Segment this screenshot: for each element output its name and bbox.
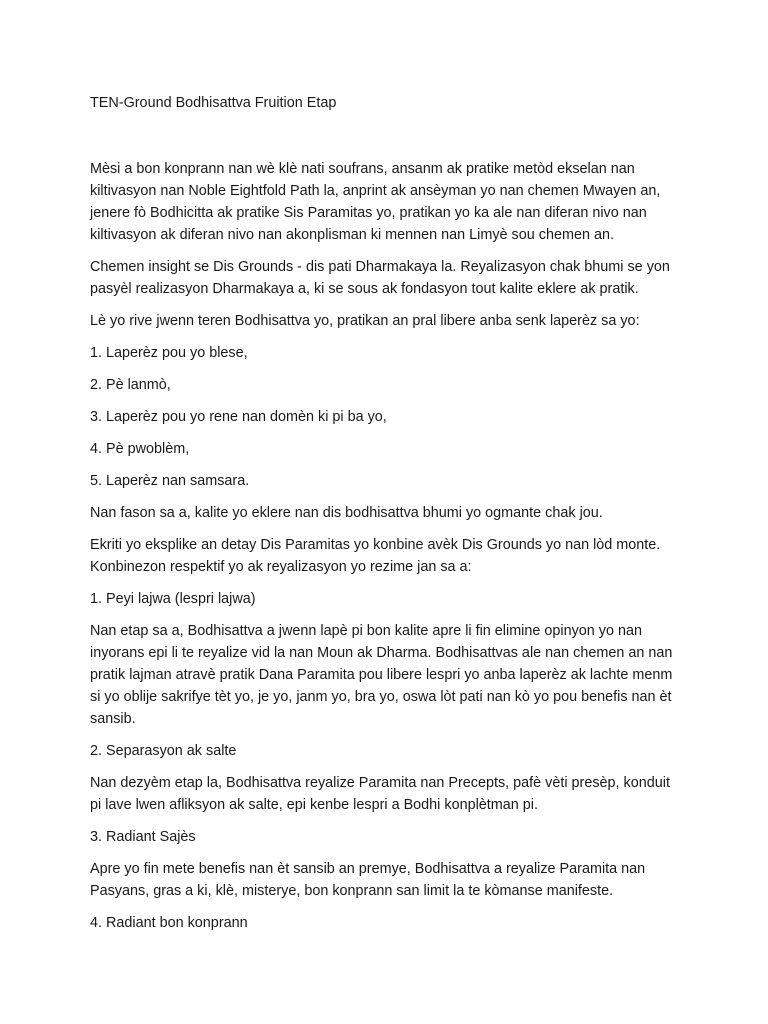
list-item-fear-5: 5. Laperèz nan samsara.	[90, 473, 250, 489]
section-heading-ground-4: 4. Radiant bon konprann	[90, 915, 248, 931]
section-heading-ground-3: 3. Radiant Sajès	[90, 829, 196, 845]
paragraph-intro: Mèsi a bon konprann nan wè klè nati soufrans, ansanm ak pratike metòd ekselan nan kiltivasyon nan Noble Eightfold Path la, anprint ak ansèyman yo nan chemen Mwayen an, jenere fò Bodhicitta ak pratike Sis Paramitas yo, pratikan yo ka ale nan diferan nivo nan kiltivasyon ak diferan nivo nan akonplisman ki mennen nan Limyè sou chemen an.	[90, 161, 661, 243]
list-item-fear-1: 1. Laperèz pou yo blese,	[90, 345, 248, 361]
paragraph-scriptures: Ekriti yo eksplike an detay Dis Paramitas yo konbine avèk Dis Grounds yo nan lòd monte. Konbinezon respektif yo ak reyalizasyon yo rezime jan sa a:	[90, 537, 661, 575]
document-title: TEN-Ground Bodhisattva Fruition Etap	[90, 95, 337, 111]
paragraph-ground-1: Nan etap sa a, Bodhisattva a jwenn lapè pi bon kalite apre li fin elimine opinyon yo nan inyorans epi li te reyalize vid la nan Moun ak Dharma. Bodhisattvas ale nan chemen an nan pratik lajman atravè pratik Dana Paramita pou libere lespri yo anba laperèz ak lachte menm si yo oblije sakrifye tèt yo, je yo, janm yo, bra yo, oswa lòt pati nan kò yo pou benefis nan èt sansib.	[90, 623, 673, 727]
list-item-fear-3: 3. Laperèz pou yo rene nan domèn ki pi ba yo,	[90, 409, 387, 425]
list-item-fear-4: 4. Pè pwoblèm,	[90, 441, 190, 457]
section-heading-ground-1: 1. Peyi lajwa (lespri lajwa)	[90, 591, 256, 607]
section-heading-ground-2: 2. Separasyon ak salte	[90, 743, 237, 759]
paragraph-qualities: Nan fason sa a, kalite yo eklere nan dis bodhisattva bhumi yo ogmante chak jou.	[90, 505, 603, 521]
list-item-fear-2: 2. Pè lanmò,	[90, 377, 171, 393]
document-body	[90, 92, 680, 944]
paragraph-ground-2: Nan dezyèm etap la, Bodhisattva reyalize Paramita nan Precepts, pafè vèti presèp, konduit pi lave lwen afliksyon ak salte, epi kenbe lespri a Bodhi konplètman pi.	[90, 775, 670, 813]
paragraph-fears-intro: Lè yo rive jwenn teren Bodhisattva yo, pratikan an pral libere anba senk laperèz sa yo:	[90, 313, 640, 329]
paragraph-ground-3: Apre yo fin mete benefis nan èt sansib an premye, Bodhisattva a reyalize Paramita nan Pasyans, gras a ki, klè, misterye, bon konprann san limit la te kòmanse manifeste.	[90, 861, 646, 899]
paragraph-insight: Chemen insight se Dis Grounds - dis pati Dharmakaya la. Reyalizasyon chak bhumi se yon pasyèl realizasyon Dharmakaya a, ki se sous ak fondasyon tout kalite eklere ak pratik.	[90, 259, 670, 297]
